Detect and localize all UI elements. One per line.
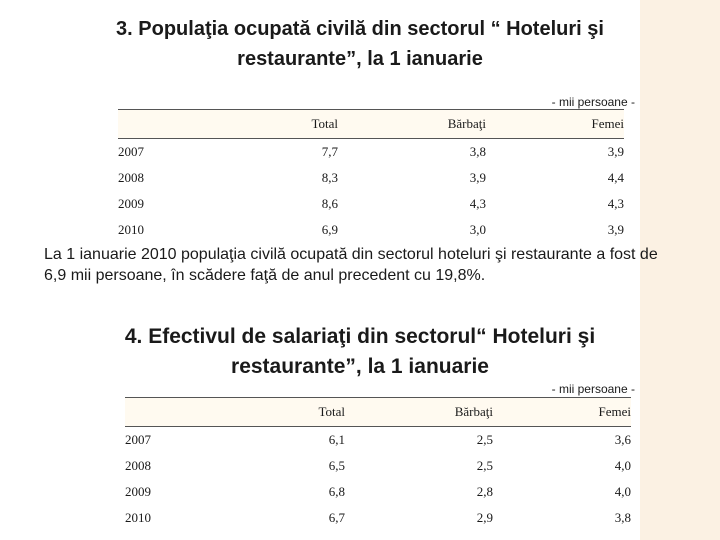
year-cell: 2010: [118, 222, 144, 237]
table-header-row: [125, 398, 631, 427]
header-cell-men: Bărbaţi: [338, 110, 486, 139]
section2-title-line2: restaurante”, la 1 ianuarie: [231, 355, 489, 378]
total-cell: 6,7: [328, 510, 345, 525]
table-row: [118, 217, 624, 243]
men-cell: 2,5: [476, 432, 493, 447]
section1-title-line1: 3. Populaţia ocupată civilă din sectorul “ Hoteluri şi: [116, 18, 604, 40]
section2-title-line1: 4. Efectivul de salariaţi din sectorul“ Hoteluri şi: [124, 325, 596, 348]
men-cell: 3,9: [469, 170, 486, 185]
men-cell: 3,0: [469, 222, 486, 237]
year-cell: 2008: [125, 458, 151, 473]
year-cell: 2008: [118, 170, 144, 185]
year-cell: 2007: [118, 144, 144, 159]
summary-paragraph: La 1 ianuarie 2010 populaţia civilă ocupată din sectorul hoteluri şi restaurante a fost de 6,9 mii persoane, în scădere faţă de anul precedent cu 19,8%.: [44, 246, 658, 284]
men-cell: 4,3: [469, 196, 486, 211]
men-cell: 2,9: [476, 510, 493, 525]
men-cell: 3,8: [469, 144, 486, 159]
section2-table: [125, 397, 631, 531]
header-cell-total: Total: [238, 110, 338, 139]
total-cell: 6,8: [328, 484, 345, 499]
women-cell: 4,0: [614, 484, 631, 499]
women-cell: 3,6: [614, 432, 631, 447]
men-cell: 2,8: [476, 484, 493, 499]
header-cell-total: Total: [245, 398, 345, 427]
women-cell: 3,9: [607, 144, 624, 159]
total-cell: 8,3: [321, 170, 338, 185]
women-cell: 3,9: [607, 222, 624, 237]
header-cell-women: Femei: [493, 398, 631, 427]
section1-title-line2: restaurante”, la 1 ianuarie: [237, 48, 483, 70]
table-row: [125, 427, 631, 454]
women-cell: 4,3: [607, 196, 624, 211]
table-row: [125, 479, 631, 505]
table-header-row: [118, 110, 624, 139]
table-row: [118, 165, 624, 191]
table-row: [125, 505, 631, 531]
table-row: [118, 191, 624, 217]
header-cell: [118, 110, 238, 139]
section1-unit-label: - mii persoane -: [551, 95, 635, 109]
section1-table: [118, 109, 624, 243]
women-cell: 4,0: [614, 458, 631, 473]
table-row: [118, 139, 624, 166]
women-cell: 4,4: [607, 170, 624, 185]
men-cell: 2,5: [476, 458, 493, 473]
header-cell: [125, 398, 245, 427]
year-cell: 2010: [125, 510, 151, 525]
section2-title: [40, 322, 680, 382]
header-cell-men: Bărbaţi: [345, 398, 493, 427]
total-cell: 6,9: [321, 222, 338, 237]
total-cell: 7,7: [321, 144, 338, 159]
year-cell: 2009: [118, 196, 144, 211]
section1-title: [40, 14, 680, 74]
total-cell: 6,5: [328, 458, 345, 473]
section2-unit-label: - mii persoane -: [551, 382, 635, 396]
year-cell: 2007: [125, 432, 151, 447]
year-cell: 2009: [125, 484, 151, 499]
women-cell: 3,8: [614, 510, 631, 525]
table-row: [125, 453, 631, 479]
header-cell-women: Femei: [486, 110, 624, 139]
total-cell: 6,1: [328, 432, 345, 447]
total-cell: 8,6: [321, 196, 338, 211]
